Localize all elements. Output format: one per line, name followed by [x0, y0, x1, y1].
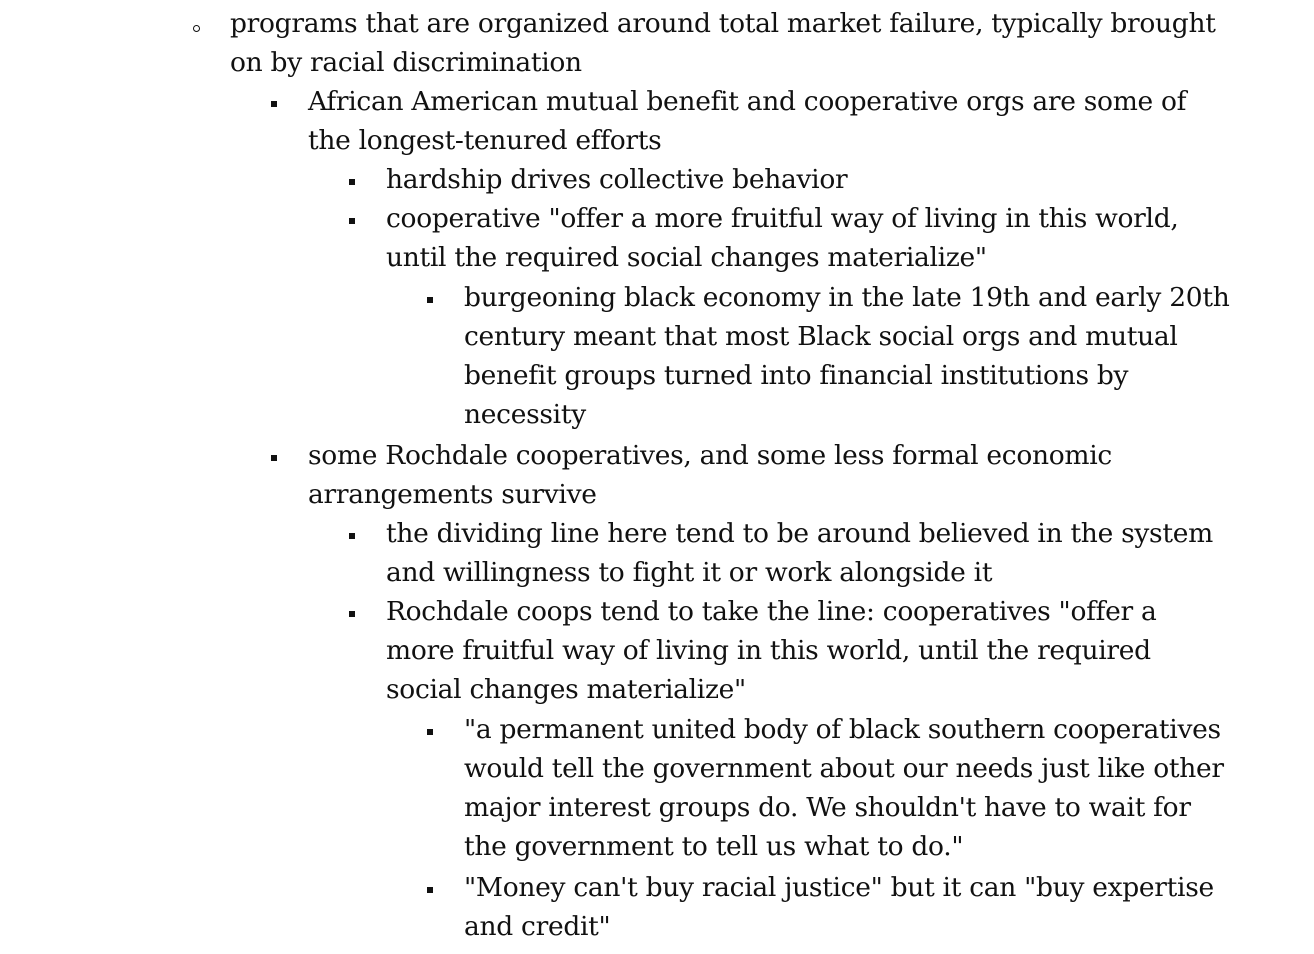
- list-item-line: more fruitful way of living in this world, until the required: [386, 635, 1151, 666]
- list-item-line: cooperative "offer a more fruitful way of living in this world,: [386, 203, 1179, 234]
- square-bullet-icon: [349, 179, 355, 185]
- list-item-line: the longest-tenured efforts: [308, 125, 662, 156]
- list-item-permanent-body: [464, 710, 1224, 866]
- square-bullet-icon: [271, 455, 277, 461]
- list-item-line: Rochdale coops tend to take the line: cooperatives "offer a: [386, 596, 1157, 627]
- list-item-programs: [230, 4, 1216, 82]
- list-item-rochdale-survive: [308, 436, 1112, 514]
- list-item-line: some Rochdale cooperatives, and some less formal economic: [308, 440, 1112, 471]
- list-item-money: [464, 868, 1214, 946]
- list-item-hardship: [386, 160, 847, 199]
- list-item-line: "a permanent united body of black southern cooperatives: [464, 714, 1221, 745]
- list-item-line: and credit": [464, 911, 611, 942]
- square-bullet-icon: [427, 729, 433, 735]
- list-item-line: African American mutual benefit and cooperative orgs are some of: [308, 86, 1187, 117]
- list-item-line: necessity: [464, 399, 586, 430]
- list-item-african-american: [308, 82, 1186, 160]
- list-item-line: the dividing line here tend to be around believed in the system: [386, 518, 1213, 549]
- list-item-line: "Money can't buy racial justice" but it can "buy expertise: [464, 872, 1214, 903]
- square-bullet-icon: [427, 887, 433, 893]
- list-item-line: until the required social changes materialize": [386, 242, 987, 273]
- list-item-rochdale-coops: [386, 592, 1157, 709]
- list-item-line: hardship drives collective behavior: [386, 164, 848, 195]
- list-item-cooperative-offer: [386, 199, 1178, 277]
- square-bullet-icon: [427, 297, 433, 303]
- list-item-line: benefit groups turned into financial institutions by: [464, 360, 1129, 391]
- list-item-line: on by racial discrimination: [230, 47, 582, 78]
- list-item-line: the government to tell us what to do.": [464, 831, 964, 862]
- list-item-line: social changes materialize": [386, 674, 746, 705]
- list-item-line: would tell the government about our needs just like other: [464, 753, 1224, 784]
- list-item-line: and willingness to fight it or work alongside it: [386, 557, 993, 588]
- list-item-burgeoning: [464, 278, 1229, 434]
- list-item-line: century meant that most Black social orgs and mutual: [464, 321, 1178, 352]
- list-item-line: arrangements survive: [308, 479, 597, 510]
- square-bullet-icon: [349, 533, 355, 539]
- square-bullet-icon: [349, 218, 355, 224]
- list-item-line: major interest groups do. We shouldn't have to wait for: [464, 792, 1191, 823]
- square-bullet-icon: [271, 101, 277, 107]
- list-item-line: burgeoning black economy in the late 19th and early 20th: [464, 282, 1230, 313]
- list-item-dividing-line: [386, 514, 1213, 592]
- square-bullet-icon: [349, 611, 355, 617]
- list-item-line: programs that are organized around total market failure, typically brought: [230, 8, 1216, 39]
- hollow-circle-bullet-icon: [193, 25, 200, 32]
